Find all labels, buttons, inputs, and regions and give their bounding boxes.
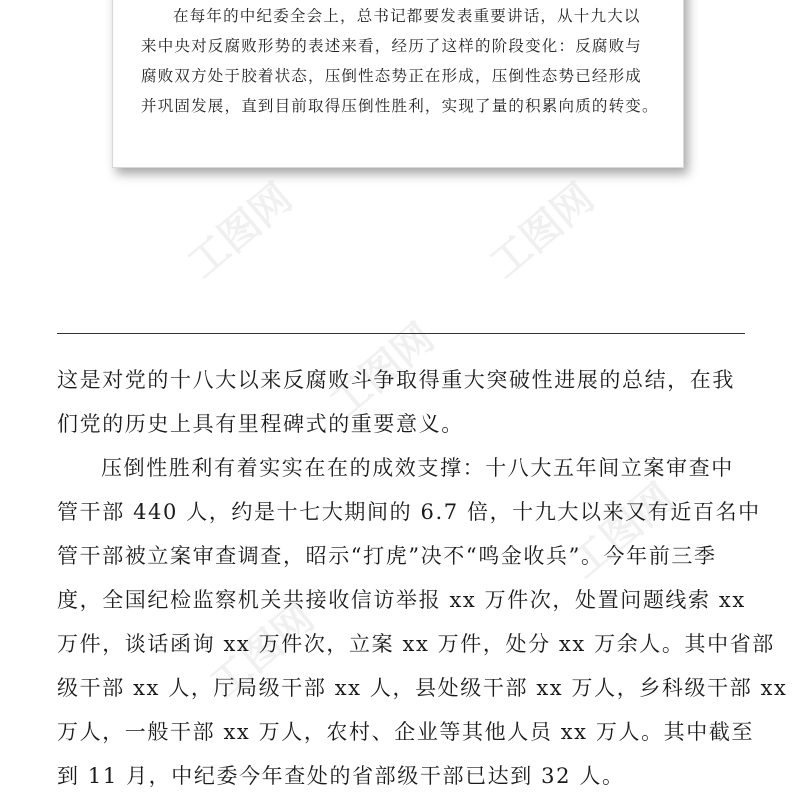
watermark-5: 工图网 [201,594,323,708]
watermark-3: 工图网 [321,314,443,428]
quote-line: 来中央对反腐败形势的表述来看，经历了这样的阶段变化：反腐败与 [141,37,643,55]
watermark-1: 工图网 [179,174,301,288]
paragraph-line: 压倒性胜利有着实实在在的成效支撑：十八大五年间立案审查中 [101,456,734,480]
paragraph-line: 万件，谈话函询 xx 万件次，立案 xx 万件，处分 xx 万余人。其中省部 [57,632,775,656]
paragraph-line: 度，全国纪检监察机关共接收信访举报 xx 万件次，处置问题线索 xx [57,588,746,612]
quote-line: 腐败双方处于胶着状态，压倒性态势正在形成，压倒性态势已经形成 [141,67,643,85]
paragraph-line: 万人，一般干部 xx 万人，农村、企业等其他人员 xx 万人。其中截至 [57,720,755,744]
paragraph-line: 管干部被立案审查调查，昭示“打虎”决不“鸣金收兵”。今年前三季 [57,544,717,568]
quote-line: 在每年的中纪委全会上，总书记都要发表重要讲话，从十九大以 [173,7,641,25]
watermark-2: 工图网 [481,174,603,288]
section-divider [57,333,745,334]
paragraph-line: 到 11 月，中纪委今年查处的省部级干部已达到 32 人。 [57,764,625,788]
watermark-4: 工图网 [561,474,683,588]
body-text [57,358,788,798]
paragraph-line: 这是对党的十八大以来反腐败斗争取得重大突破性进展的总结，在我 [57,368,735,392]
quote-card [112,0,684,168]
quote-line: 并巩固发展，直到目前取得压倒性胜利，实现了量的积累向质的转变。 [141,97,659,115]
paragraph-line: 管干部 440 人，约是十七大期间的 6.7 倍，十九大以来又有近百名中 [57,500,761,524]
paragraph-line: 们党的历史上具有里程碑式的重要意义。 [57,412,464,436]
paragraph-line: 级干部 xx 人，厅局级干部 xx 人，县处级干部 xx 万人，乡科级干部 xx [57,676,788,700]
